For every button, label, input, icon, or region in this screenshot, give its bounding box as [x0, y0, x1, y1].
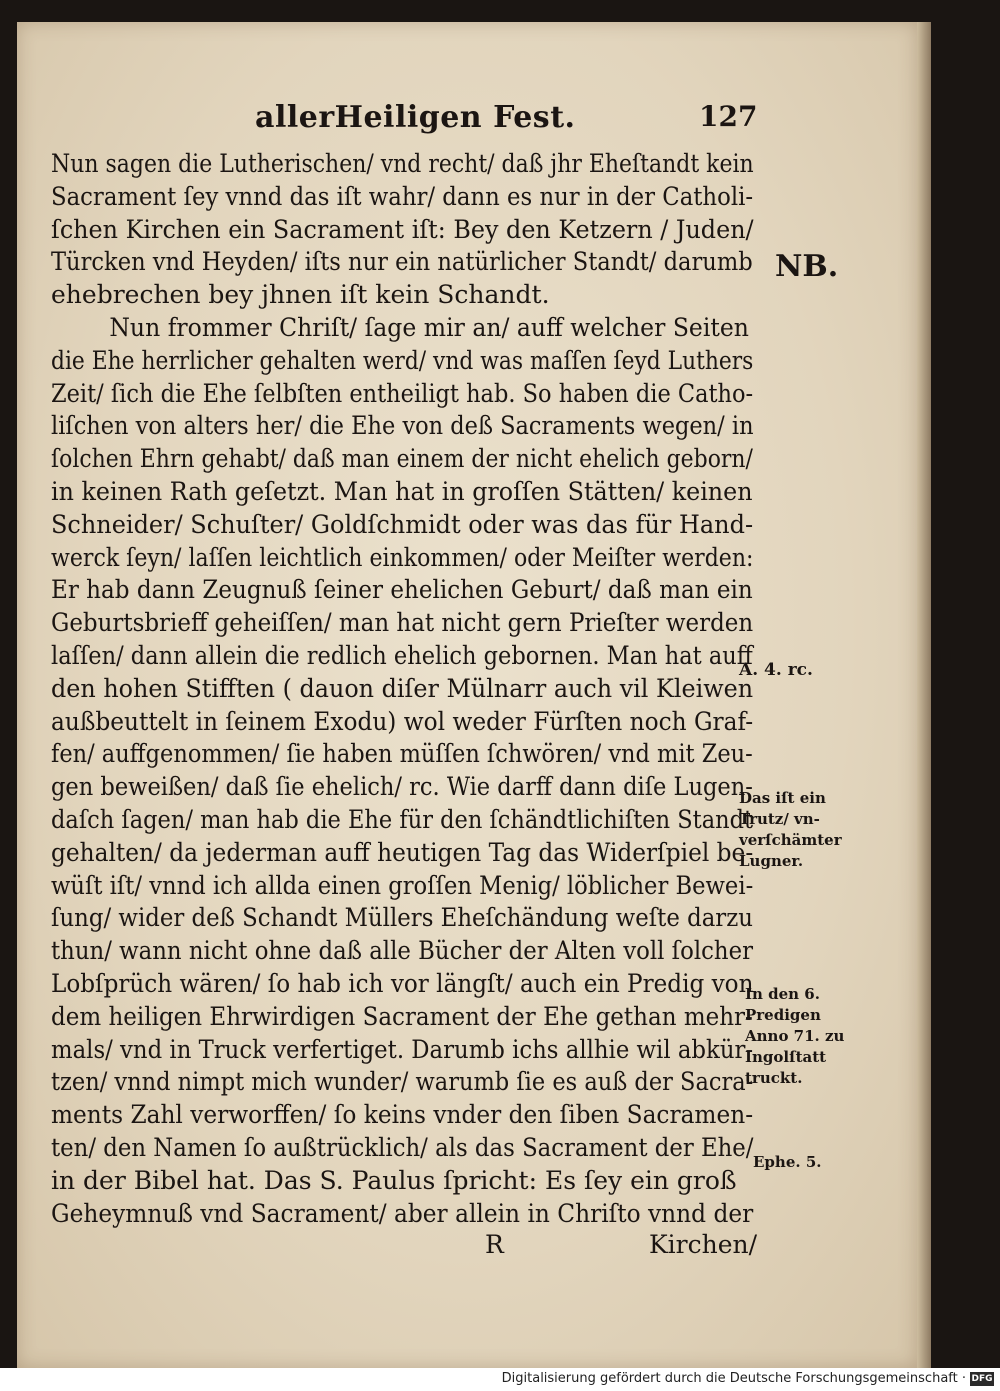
text-line: außbeuttelt in ſeinem Exodu) wol weder Fürſten noch Graf-: [51, 706, 754, 736]
text-line: gen beweißen/ daß ſie ehelich/ rc. Wie darff dann diſe Lugen-: [51, 772, 753, 802]
text-line: Er hab dann Zeugnuß ſeiner ehelichen Geburt/ daß man ein: [51, 575, 753, 605]
body-text: [51, 148, 753, 1230]
margin-reference-1: A. 4. rc.: [739, 660, 813, 680]
footer-bar: [0, 1368, 1000, 1391]
text-line: tzen/ vnnd nimpt mich wunder/ warumb ſie es auß der Sacra-: [51, 1067, 754, 1097]
text-line: fen/ auffgenommen/ ſie haben müſſen ſchwören/ vnd mit Zeu-: [51, 739, 753, 769]
funding-credit: Digitalisierung gefördert durch die Deutsche Forschungsgemeinschaft ·: [501, 1371, 966, 1386]
text-line: Geburtsbrieff geheiſſen/ man hat nicht gern Prieſter werden: [51, 608, 754, 638]
page-edge: [917, 22, 931, 1368]
text-line: Geheymnuß vnd Sacrament/ aber allein in Chriſto vnnd der: [51, 1198, 754, 1228]
text-line: ſung/ wider deß Schandt Müllers Eheſchändung weſte darzu: [51, 903, 753, 933]
text-line: liſchen von alters her/ die Ehe von deß Sacraments wegen/ in: [51, 411, 754, 441]
text-line: ments Zahl verworffen/ ſo keins vnder den ſiben Sacramen-: [51, 1100, 754, 1130]
margin-note-1: Das iſt ein Trutz/ vn- verſchämter Lugner.: [739, 789, 842, 870]
margin-nota-bene: NB.: [775, 249, 839, 284]
text-line: Lobſprüch wären/ ſo hab ich vor längſt/ auch ein Predig von: [51, 968, 754, 998]
text-line: Türcken vnd Heyden/ iſts nur ein natürlicher Standt/ darumb: [51, 247, 753, 277]
text-line: Sacrament ſey vnnd das iſt wahr/ dann es nur in der Catholi-: [51, 181, 754, 211]
text-line: dem heiligen Ehrwirdigen Sacrament der Ehe gethan mehr-: [51, 1001, 753, 1031]
text-line: ten/ den Namen ſo außtrücklich/ als das Sacrament der Ehe/: [51, 1132, 754, 1162]
page-header: [17, 100, 917, 140]
text-line: daſch ſagen/ man hab die Ehe für den ſchändtlichiſten Standt: [51, 804, 754, 834]
page-number: 127: [699, 100, 758, 133]
text-line: werck ſeyn/ laſſen leichtlich einkommen/ oder Meiſter werden:: [51, 542, 754, 572]
text-line: ſolchen Ehrn gehabt/ daß man einem der nicht ehelich geborn/: [51, 444, 753, 474]
text-line: thun/ wann nicht ohne daß alle Bücher der Alten voll ſolcher: [51, 936, 753, 966]
text-line: mals/ vnd in Truck verfertiget. Darumb ichs allhie wil abkür-: [51, 1034, 754, 1064]
text-line: Zeit/ ſich die Ehe ſelbſten entheiligt hab. So haben die Catho-: [51, 378, 754, 408]
text-line: wüſt iſt/ vnnd ich allda einen groſſen Menig/ löblicher Bewei-: [51, 870, 754, 900]
text-line: gehalten/ da jederman auff heutigen Tag das Widerſpiel be-: [51, 837, 754, 867]
text-line: ehebrechen bey jhnen iſt kein Schandt.: [51, 280, 550, 310]
text-line: die Ehe herrlicher gehalten werd/ vnd was maſſen ſeyd Luthers: [51, 345, 754, 375]
running-title: allerHeiligen Fest.: [255, 100, 576, 135]
signature-mark: R: [485, 1230, 504, 1259]
text-line: in der Bibel hat. Das S. Paulus ſpricht: Es ſey ein groß: [51, 1165, 737, 1195]
text-line: Nun sagen die Lutherischen/ vnd recht/ daß jhr Eheſtandt kein: [51, 149, 754, 178]
text-line: Schneider/ Schuſter/ Goldſchmidt oder was das für Hand-: [51, 509, 754, 539]
text-line: Nun frommer Chriſt/ ſage mir an/ auff welcher Seiten: [109, 312, 749, 342]
margin-note-2: In den 6. Predigen Anno 71. zu Ingolſtatt truckt.: [745, 985, 845, 1087]
book-page: [17, 22, 917, 1368]
text-line: laſſen/ dann allein die redlich ehelich gebornen. Man hat auff: [51, 640, 753, 670]
text-line: in keinen Rath geſetzt. Man hat in groſſen Stätten/ keinen: [51, 476, 753, 506]
margin-reference-2: Ephe. 5.: [753, 1153, 822, 1171]
dfg-logo: DFG: [971, 1374, 993, 1384]
text-line: den hohen Stifften ( dauon diſer Mülnarr auch vil Kleiwen: [51, 673, 754, 703]
text-line: ſchen Kirchen ein Sacrament iſt: Bey den Ketzern / Juden/: [51, 214, 754, 244]
catchword: Kirchen/: [649, 1230, 758, 1259]
